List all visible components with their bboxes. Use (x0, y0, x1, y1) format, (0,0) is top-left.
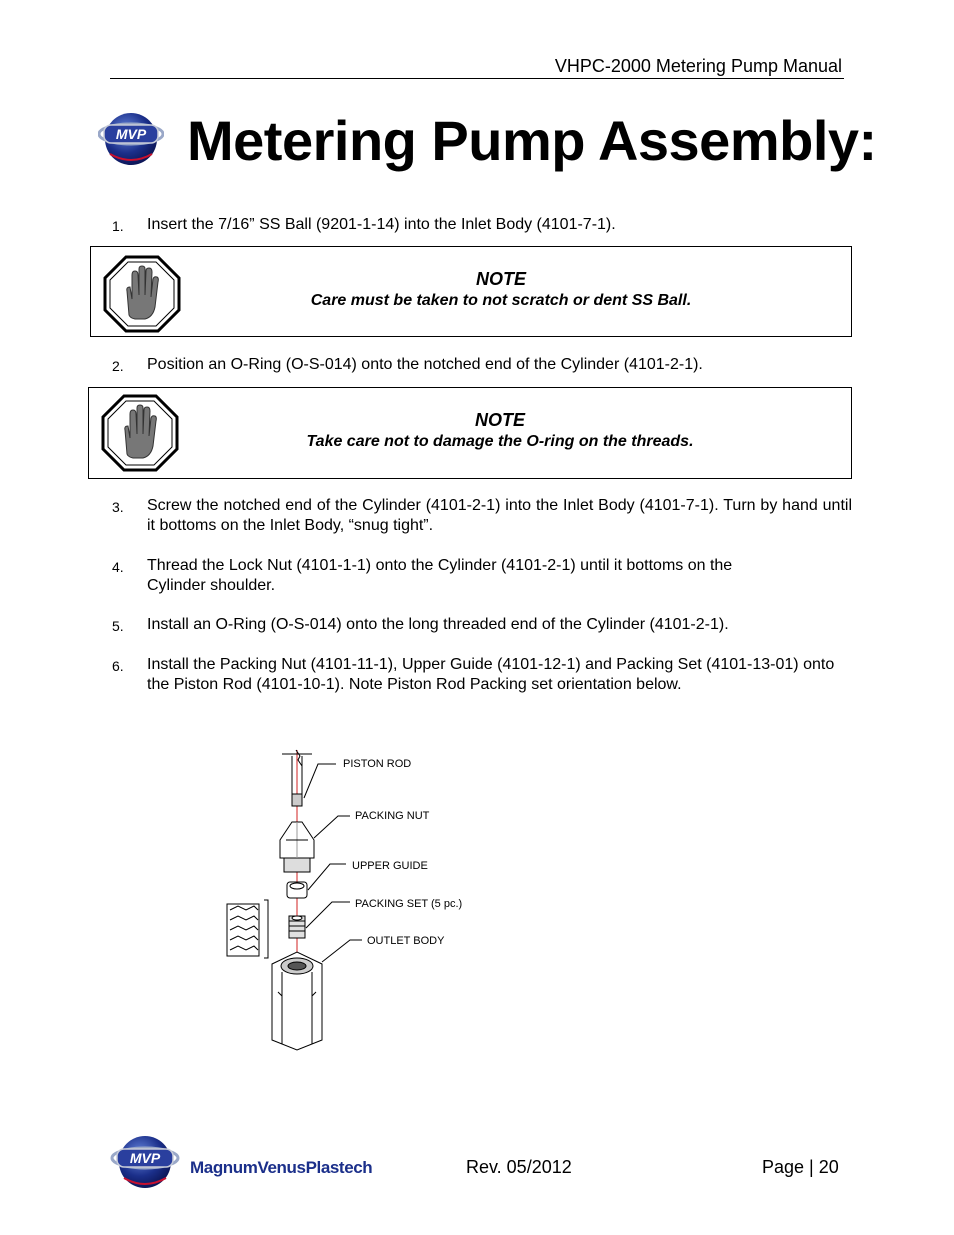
mvp-logo (98, 110, 164, 168)
packing-nut-part (280, 822, 314, 872)
packing-assembly-diagram (220, 740, 520, 1060)
footer-revision: Rev. 05/2012 (466, 1157, 572, 1177)
svg-text:MVP: MVP (115, 126, 147, 142)
header-title: VHPC-2000 Metering Pump Manual (554, 56, 842, 76)
label-upper-guide: UPPER GUIDE (352, 860, 428, 872)
step-1: 1. Insert the 7/16” SS Ball (9201-1-14) into the Inlet Body (4101-7-1). (112, 216, 616, 234)
step-2: 2. Position an O-Ring (O-S-014) onto the notched end of the Cylinder (4101-2-1). (112, 356, 703, 374)
company-wordmark (190, 1154, 395, 1180)
label-packing-set: PACKING SET (5 pc.) (355, 898, 463, 910)
page-header (110, 54, 844, 79)
footer-mvp-logo (110, 1132, 180, 1190)
page-title: Metering Pump Assembly: (187, 109, 877, 172)
note-box-2 (88, 387, 852, 479)
packing-set-detail (227, 900, 268, 958)
label-piston-rod: PISTON ROD (343, 758, 412, 770)
svg-text:MVP: MVP (129, 1150, 161, 1166)
step-4: 4. Thread the Lock Nut (4101-1-1) onto the Cylinder (4101-2-1) until it bottoms on the Cylinder shoulder. (112, 557, 733, 594)
label-packing-nut: PACKING NUT (355, 810, 430, 822)
footer-page-number: Page | 20 (762, 1157, 839, 1177)
step-6: 6. Install the Packing Nut (4101-11-1), Upper Guide (4101-12-1) and Packing Set (4101-13-01) onto the Piston Rod (4101-10-1). Note Piston Rod Packing set orientation below. (112, 656, 835, 693)
label-outlet-body: OUTLET BODY (367, 935, 445, 947)
note-text: Take care not to damage the O-ring on the threads. (306, 433, 694, 450)
note-heading: NOTE (474, 410, 525, 430)
svg-text:MagnumVenusPlastech: MagnumVenusPlastech (190, 1158, 373, 1177)
packing-set-part (289, 916, 305, 938)
step-3: 3. Screw the notched end of the Cylinder (4101-2-1) into the Inlet Body (4101-7-1). Turn by hand until it bottoms on the Inlet Body, “snug tight”. (112, 497, 852, 534)
outlet-body-part (272, 952, 322, 1050)
note-box-1 (90, 246, 852, 337)
step-5: 5. Install an O-Ring (O-S-014) onto the long threaded end of the Cylinder (4101-2-1). (112, 616, 729, 634)
note-heading: NOTE (475, 269, 526, 289)
note-text: Care must be taken to not scratch or dent SS Ball. (310, 292, 692, 309)
upper-guide-part (287, 882, 307, 898)
